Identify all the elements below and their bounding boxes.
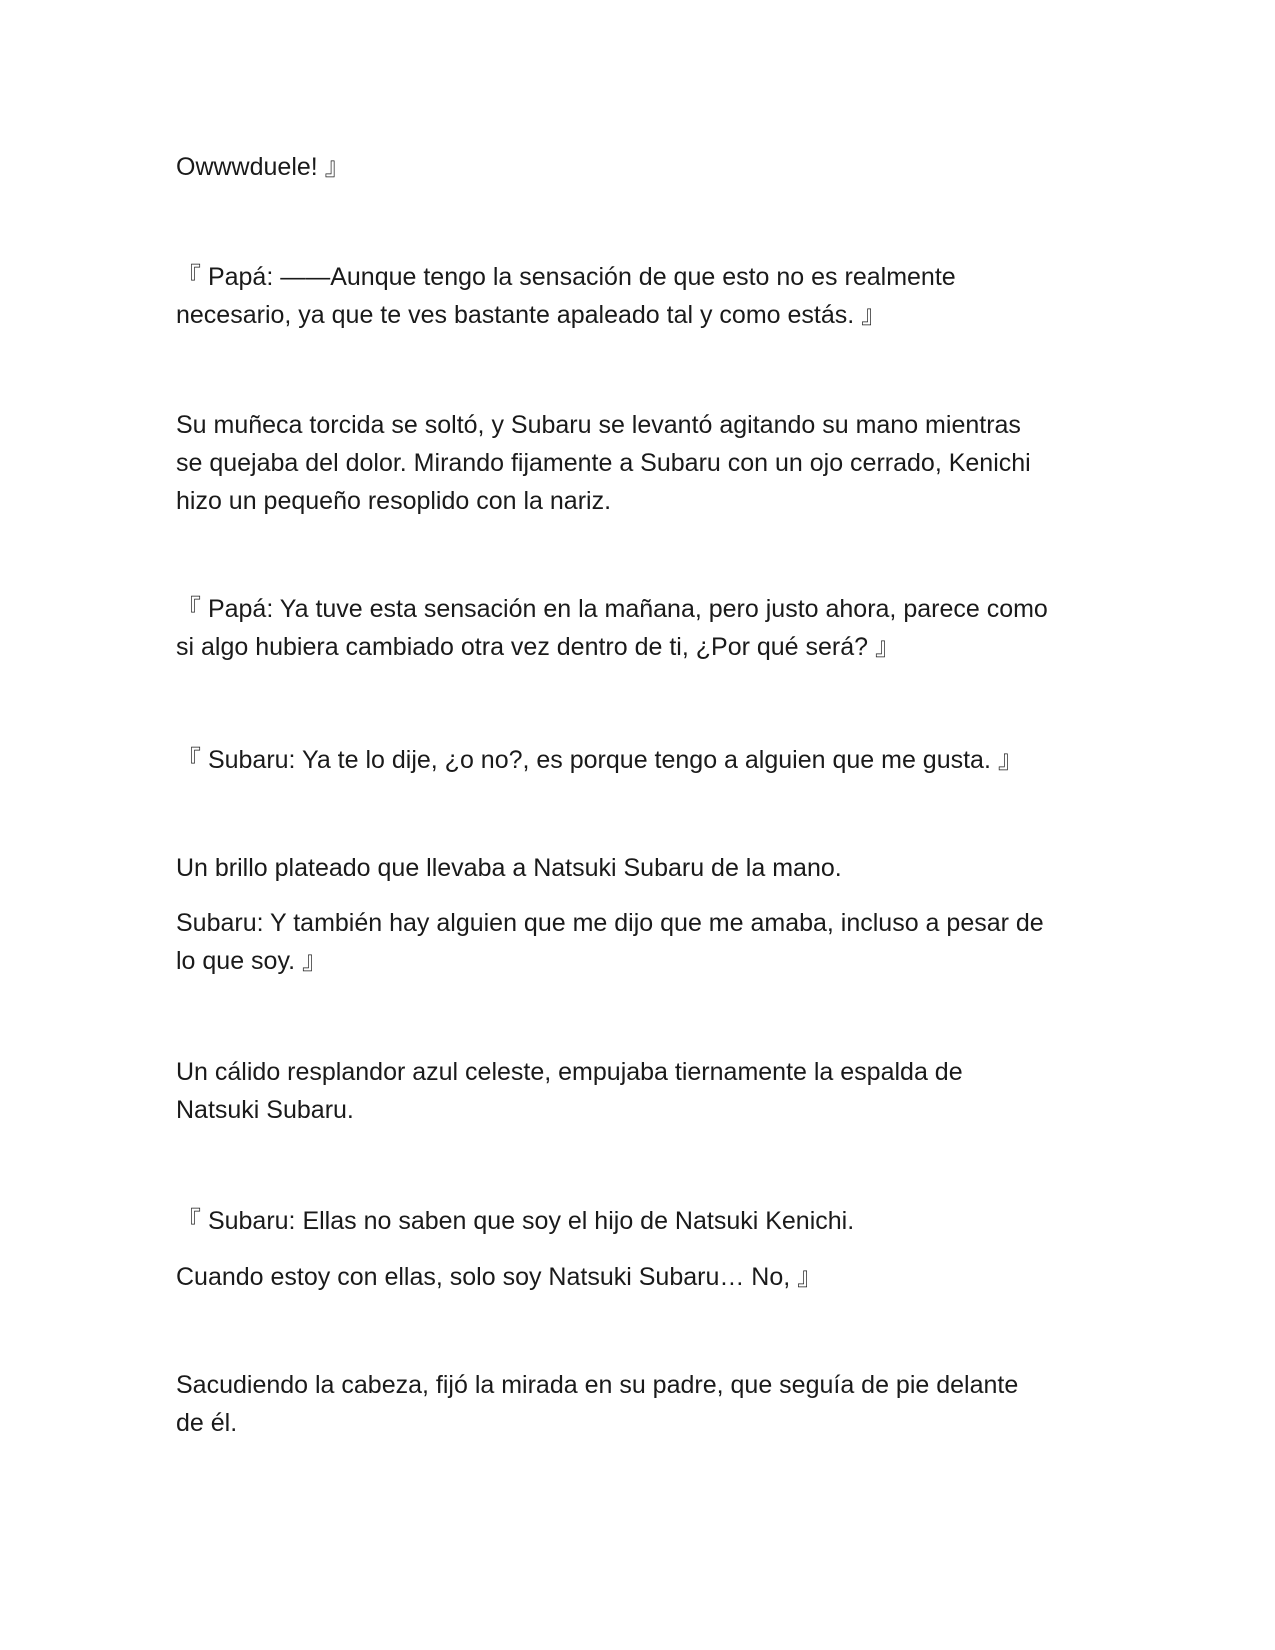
text-line: Sacudiendo la cabeza, fijó la mirada en su padre, que seguía de pie delante xyxy=(176,1371,1019,1399)
text-line: si algo hubiera cambiado otra vez dentro de ti, ¿Por qué será? 』 xyxy=(176,633,901,661)
text-line: Cuando estoy con ellas, solo soy Natsuki Subaru… No, 』 xyxy=(176,1263,823,1291)
text-line: 『 Subaru: Ya te lo dije, ¿o no?, es porque tengo a alguien que me gusta. 』 xyxy=(176,746,1023,774)
text-line: Un cálido resplandor azul celeste, empujaba tiernamente la espalda de xyxy=(176,1058,963,1086)
text-line: de él. xyxy=(176,1409,238,1437)
text-line: Owwwduele! 』 xyxy=(176,153,350,181)
text-line: Un brillo plateado que llevaba a Natsuki Subaru de la mano. xyxy=(176,854,842,882)
text-line: Natsuki Subaru. xyxy=(176,1096,354,1124)
paragraph-8 xyxy=(176,1053,1096,1129)
text-line: Su muñeca torcida se soltó, y Subaru se levantó agitando su mano mientras xyxy=(176,411,1021,439)
paragraph-10 xyxy=(176,1258,1096,1296)
text-line: lo que soy. 』 xyxy=(176,947,328,975)
text-line: 『 Subaru: Ellas no saben que soy el hijo de Natsuki Kenichi. xyxy=(176,1207,855,1235)
text-line: necesario, ya que te ves bastante apaleado tal y como estás. 』 xyxy=(176,301,887,329)
paragraph-5 xyxy=(176,741,1096,779)
text-line: 『 Papá: Ya tuve esta sensación en la mañana, pero justo ahora, parece como xyxy=(176,595,1048,623)
text-line: hizo un pequeño resoplido con la nariz. xyxy=(176,487,612,515)
text-line: se quejaba del dolor. Mirando fijamente a Subaru con un ojo cerrado, Kenichi xyxy=(176,449,1031,477)
paragraph-11 xyxy=(176,1366,1096,1442)
paragraph-1 xyxy=(176,148,1096,186)
paragraph-3 xyxy=(176,406,1096,520)
paragraph-7 xyxy=(176,904,1096,980)
paragraph-2 xyxy=(176,258,1096,334)
text-line: Subaru: Y también hay alguien que me dijo que me amaba, incluso a pesar de xyxy=(176,909,1044,937)
paragraph-4 xyxy=(176,590,1096,666)
paragraph-6 xyxy=(176,849,1096,887)
paragraph-9 xyxy=(176,1202,1096,1240)
text-line: 『 Papá: ——Aunque tengo la sensación de que esto no es realmente xyxy=(176,263,956,291)
